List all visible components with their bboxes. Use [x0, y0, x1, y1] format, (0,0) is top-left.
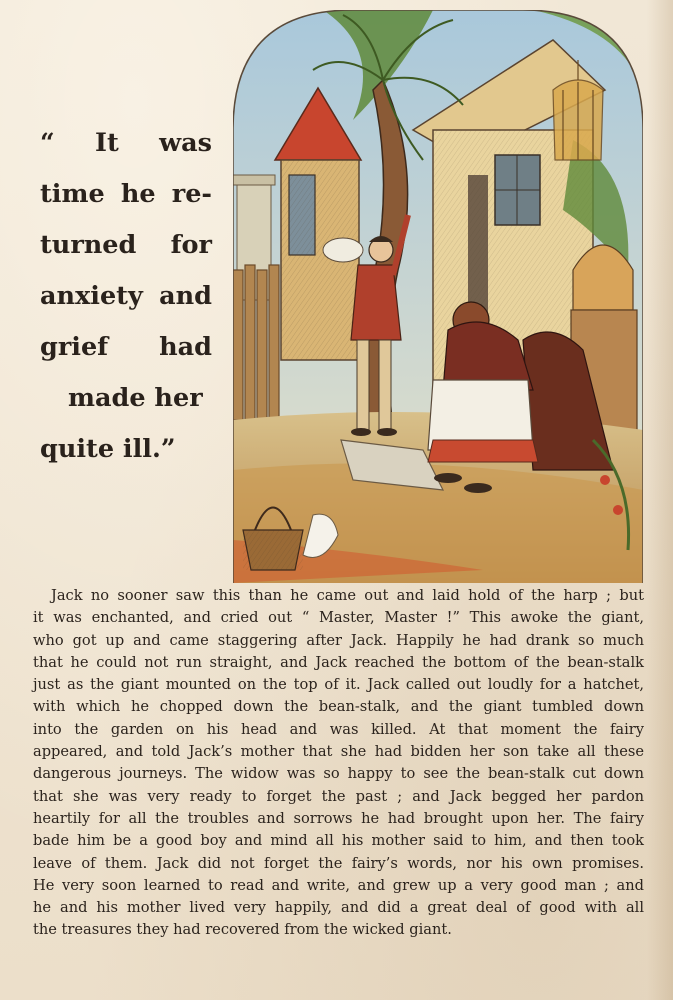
- text-line: just as the giant mounted on the top of it. Jack called out loudly for a hatchet,: [33, 676, 644, 694]
- text-line: leave of them. Jack did not forget the fairy’s words, nor his own promises.: [33, 854, 644, 872]
- text-line: that he could not run straight, and Jack reached the bottom of the bean-stalk: [33, 653, 644, 671]
- quote-line: made her: [68, 383, 203, 413]
- text-line: into the garden on his head and was killed. At that moment the fairy: [33, 720, 644, 738]
- text-line: Jack no sooner saw this than he came out and laid hold of the harp ; but: [51, 587, 644, 604]
- illustration-jack-and-mother: [233, 10, 643, 583]
- text-line: He very soon learned to read and write, and grew up a very good man ; and: [33, 876, 644, 894]
- quote-line: grief had: [40, 332, 212, 362]
- text-line: bade him be a good boy and mind all his mother said to him, and then took: [33, 832, 644, 850]
- quote-line: “ It was: [40, 128, 212, 158]
- quote-line: quite ill.”: [40, 434, 176, 464]
- quote-line: anxiety and: [40, 281, 212, 311]
- pull-quote: [40, 118, 212, 475]
- text-line: the treasures they had recovered from the wicked giant.: [33, 921, 452, 939]
- text-line: appeared, and told Jack’s mother that she had bidden her son take all these: [33, 743, 644, 761]
- quote-line: turned for: [40, 230, 212, 260]
- text-line: heartily for all the troubles and sorrows he had brought upon her. The fairy: [33, 809, 644, 827]
- text-line: it was enchanted, and cried out “ Master, Master !” This awoke the giant,: [33, 609, 644, 627]
- text-line: dangerous journeys. The widow was so happy to see the bean-stalk cut down: [33, 765, 644, 783]
- story-paragraph: [33, 585, 644, 942]
- quote-line: time he re-: [40, 179, 212, 209]
- text-line: with which he chopped down the bean-stalk, and the giant tumbled down: [33, 698, 644, 716]
- text-line: who got up and came staggering after Jack. Happily he had drank so much: [33, 631, 644, 649]
- text-line: that she was very ready to forget the past ; and Jack begged her pardon: [33, 787, 644, 805]
- text-line: he and his mother lived very happily, and did a great deal of good with all: [33, 899, 644, 917]
